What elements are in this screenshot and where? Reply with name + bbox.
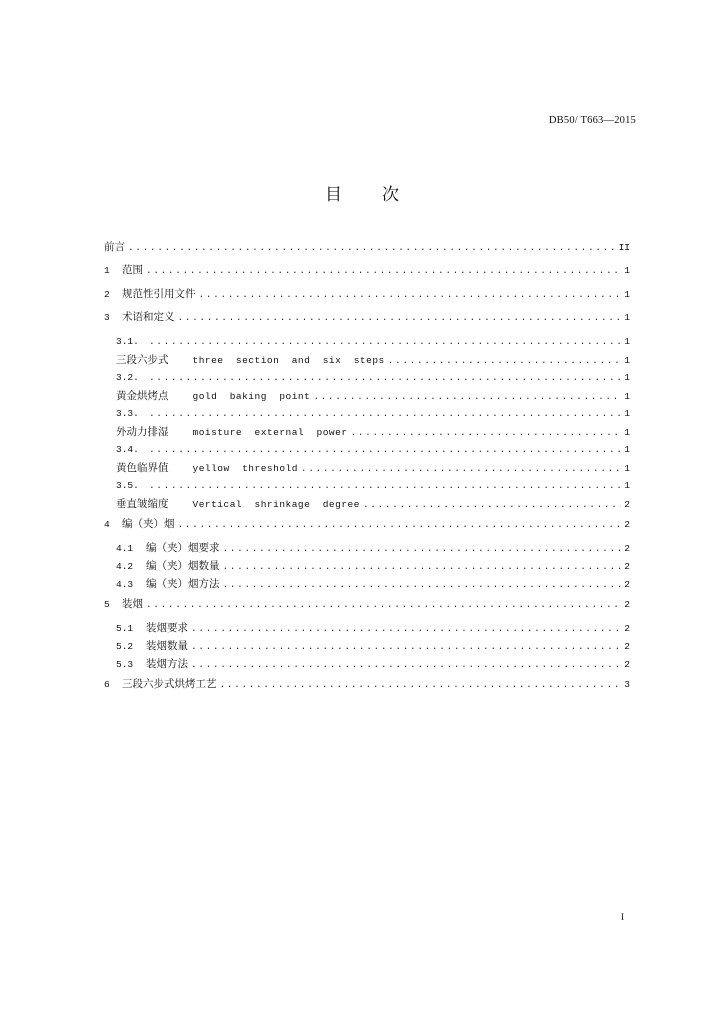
toc-entry-page: 1 [624, 390, 630, 402]
toc-entry[interactable] [104, 387, 630, 405]
toc-entry-page: 1 [624, 354, 630, 366]
toc-entry-page: 1 [624, 443, 630, 455]
toc-entry[interactable] [104, 441, 630, 459]
toc-entry-number: 5 [104, 598, 110, 610]
toc-entry-page: 1 [624, 371, 630, 383]
toc-entry-number: 3.4. [116, 443, 139, 455]
toc-entry-label: 黄色临界值 [116, 461, 169, 474]
toc-entry-page: 1 [624, 426, 630, 438]
toc-entry-label: 编（夹）烟方法 [146, 577, 220, 590]
toc-entry-number: 4 [104, 518, 110, 530]
table-of-contents [104, 236, 630, 697]
toc-dot-leader [149, 405, 621, 423]
toc-entry[interactable] [104, 655, 630, 673]
toc-dot-leader [313, 388, 621, 406]
toc-entry-number: 3.1. [116, 335, 139, 347]
toc-entry[interactable] [104, 637, 630, 655]
toc-entry-number: 6 [104, 679, 110, 691]
toc-entry[interactable] [104, 459, 630, 477]
toc-dot-leader [199, 283, 622, 306]
toc-dot-leader [301, 460, 621, 478]
toc-entry[interactable] [104, 513, 630, 536]
toc-dot-leader [223, 540, 622, 558]
toc-entry-english-term: gold baking point [192, 390, 311, 402]
toc-entry-english-term: three section and six steps [192, 354, 385, 366]
toc-entry-page: 2 [624, 518, 630, 530]
toc-entry-english-term: yellow threshold [192, 462, 298, 474]
toc-entry-english-term: Vertical shrinkage degree [192, 498, 360, 510]
toc-entry-page: 1 [624, 335, 630, 347]
toc-entry[interactable] [104, 593, 630, 616]
toc-entry-label: 规范性引用文件 [122, 287, 196, 300]
toc-dot-leader [178, 306, 622, 329]
toc-entry[interactable] [104, 369, 630, 387]
toc-entry-label: 黄金烘烤点 [116, 389, 169, 402]
toc-entry-number: 3 [104, 312, 110, 324]
toc-entry-number: 4.1 [116, 542, 134, 554]
toc-entry-label: 编（夹）烟 [122, 517, 175, 530]
toc-entry-label: 前言 [104, 241, 125, 253]
toc-entry[interactable] [104, 405, 630, 423]
toc-dot-leader [388, 352, 621, 370]
toc-entry-label: 编（夹）烟数量 [146, 559, 220, 572]
toc-entry-label: 装烟要求 [146, 622, 188, 635]
toc-dot-leader [351, 424, 621, 442]
toc-entry-number: 4.2 [116, 560, 134, 572]
toc-entry-number: 4.3 [116, 578, 134, 590]
toc-entry-page: II [618, 242, 630, 253]
toc-entry-english-term: moisture external power [192, 426, 348, 438]
toc-dot-leader [128, 236, 616, 259]
toc-entry-label: 三段六步式 [116, 353, 169, 366]
toc-dot-leader [149, 369, 621, 387]
footer-page-number: I [621, 912, 624, 922]
toc-entry[interactable] [104, 333, 630, 351]
toc-entry-page: 1 [624, 479, 630, 491]
toc-entry-page: 1 [624, 312, 630, 324]
toc-entry[interactable] [104, 575, 630, 593]
document-code: DB50/ T663—2015 [548, 115, 636, 126]
toc-dot-leader [149, 333, 621, 351]
toc-entry-number: 3.5. [116, 479, 139, 491]
toc-entry-number: 3.2. [116, 371, 139, 383]
toc-entry-label: 三段六步式烘烤工艺 [122, 678, 217, 691]
toc-entry-label: 术语和定义 [122, 311, 175, 324]
toc-entry-label: 装烟数量 [146, 640, 188, 653]
toc-dot-leader [223, 576, 622, 594]
toc-entry[interactable] [104, 423, 630, 441]
toc-dot-leader [191, 656, 621, 674]
toc-entry[interactable] [104, 259, 630, 282]
toc-entry-page: 1 [624, 288, 630, 300]
toc-entry-page: 2 [624, 641, 630, 653]
toc-entry-number: 3.3. [116, 407, 139, 419]
toc-entry-page: 1 [624, 462, 630, 474]
toc-entry-page: 2 [624, 542, 630, 554]
toc-entry[interactable] [104, 539, 630, 557]
toc-entry-page: 3 [624, 679, 630, 691]
toc-entry-label: 编（夹）烟要求 [146, 541, 220, 554]
toc-dot-leader [191, 620, 621, 638]
toc-entry[interactable] [104, 557, 630, 575]
toc-dot-leader [178, 513, 622, 536]
page-title: 目次 [325, 185, 439, 205]
toc-entry[interactable] [104, 236, 630, 259]
toc-dot-leader [363, 496, 621, 514]
toc-entry-page: 2 [624, 498, 630, 510]
toc-entry-page: 2 [624, 623, 630, 635]
toc-dot-leader [149, 477, 621, 495]
toc-entry-page: 1 [624, 407, 630, 419]
toc-entry-label: 装烟方法 [146, 658, 188, 671]
toc-entry[interactable] [104, 283, 630, 306]
toc-entry-number: 5.2 [116, 641, 134, 653]
toc-entry-page: 2 [624, 560, 630, 572]
toc-dot-leader [191, 638, 621, 656]
toc-dot-leader [220, 673, 622, 696]
toc-dot-leader [146, 259, 621, 282]
toc-entry-number: 1 [104, 265, 110, 277]
toc-entry-label: 外动力排湿 [116, 425, 169, 438]
toc-entry[interactable] [104, 673, 630, 696]
toc-entry-page: 2 [624, 598, 630, 610]
toc-entry-page: 2 [624, 578, 630, 590]
toc-entry[interactable] [104, 619, 630, 637]
toc-entry-page: 2 [624, 659, 630, 671]
toc-entry[interactable] [104, 351, 630, 369]
toc-dot-leader [223, 558, 622, 576]
toc-entry-number: 5.1 [116, 623, 134, 635]
toc-dot-leader [149, 441, 621, 459]
toc-entry-label: 装烟 [122, 597, 143, 610]
toc-dot-leader [146, 593, 621, 616]
toc-entry-page: 1 [624, 265, 630, 277]
toc-entry[interactable] [104, 306, 630, 329]
toc-entry-label: 垂直皱缩度 [116, 497, 169, 510]
toc-entry-number: 5.3 [116, 659, 134, 671]
toc-entry-number: 2 [104, 288, 110, 300]
toc-entry[interactable] [104, 477, 630, 495]
toc-entry-label: 范围 [122, 264, 143, 277]
toc-entry[interactable] [104, 495, 630, 513]
